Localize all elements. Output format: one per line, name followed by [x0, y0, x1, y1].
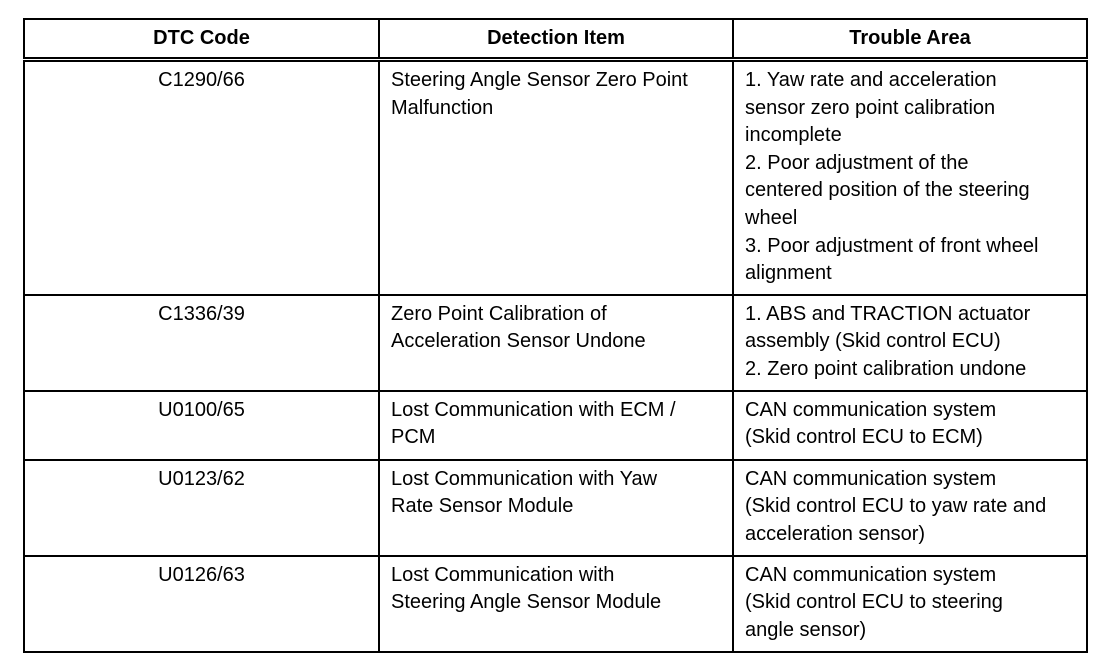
detection-item-cell — [379, 556, 733, 652]
dtc-code-cell: C1336/39 — [24, 295, 379, 391]
trouble-area-line: 1. ABS and TRACTION actuator — [745, 302, 1031, 325]
trouble-area-line: (Skid control ECU to steering — [745, 591, 1003, 614]
trouble-area-line: CAN communication system — [745, 563, 997, 586]
dtc-code-cell: U0126/63 — [24, 556, 379, 652]
trouble-area-line: alignment — [745, 262, 832, 285]
trouble-area-cell — [733, 556, 1087, 652]
trouble-area-line: 2. Poor adjustment of the — [745, 151, 969, 174]
detection-item-line: PCM — [391, 426, 436, 449]
detection-item-cell — [379, 60, 733, 295]
trouble-area-line: incomplete — [745, 124, 842, 147]
detection-item-line: Lost Communication with — [391, 563, 615, 586]
trouble-area-line: wheel — [745, 206, 798, 229]
detection-item-line: Steering Angle Sensor Module — [391, 591, 662, 614]
table-body — [24, 60, 1087, 652]
trouble-area-line: sensor zero point calibration — [745, 96, 996, 119]
detection-item-line: Lost Communication with Yaw — [391, 467, 658, 490]
trouble-area-line: 3. Poor adjustment of front wheel — [745, 234, 1039, 257]
table-row — [24, 391, 1087, 460]
trouble-area-cell — [733, 391, 1087, 460]
dtc-table — [23, 18, 1088, 653]
detection-item-cell — [379, 460, 733, 556]
dtc-code-cell: C1290/66 — [24, 60, 379, 295]
trouble-area-line: CAN communication system — [745, 467, 997, 490]
detection-item-line: Malfunction — [391, 96, 494, 119]
detection-item-line: Steering Angle Sensor Zero Point — [391, 69, 688, 91]
trouble-area-line: assembly (Skid control ECU) — [745, 330, 1001, 353]
trouble-area-line: (Skid control ECU to ECM) — [745, 426, 983, 449]
trouble-area-line: acceleration sensor) — [745, 522, 926, 545]
dtc-code-cell: U0123/62 — [24, 460, 379, 556]
trouble-area-line: centered position of the steering — [745, 179, 1030, 202]
trouble-area-line: angle sensor) — [745, 618, 867, 641]
trouble-area-line: 2. Zero point calibration undone — [745, 357, 1027, 380]
header-dtc-code: DTC Code — [24, 19, 379, 60]
detection-item-cell — [379, 295, 733, 391]
table-row — [24, 295, 1087, 391]
detection-item-line: Acceleration Sensor Undone — [391, 330, 646, 353]
header-detection-item: Detection Item — [379, 19, 733, 60]
header-trouble-area: Trouble Area — [733, 19, 1087, 60]
trouble-area-line: CAN communication system — [745, 398, 997, 421]
header-row — [24, 19, 1087, 60]
trouble-area-cell — [733, 295, 1087, 391]
trouble-area-line: (Skid control ECU to yaw rate and — [745, 495, 1047, 518]
trouble-area-cell — [733, 60, 1087, 295]
detection-item-line: Rate Sensor Module — [391, 495, 574, 518]
detection-item-line: Zero Point Calibration of — [391, 302, 607, 325]
detection-item-line: Lost Communication with ECM / — [391, 398, 676, 421]
trouble-area-line: 1. Yaw rate and acceleration — [745, 69, 997, 91]
table-row — [24, 460, 1087, 556]
dtc-code-cell: U0100/65 — [24, 391, 379, 460]
trouble-area-cell — [733, 460, 1087, 556]
table-row — [24, 556, 1087, 652]
detection-item-cell — [379, 391, 733, 460]
table-header — [24, 19, 1087, 60]
table-row — [24, 60, 1087, 295]
